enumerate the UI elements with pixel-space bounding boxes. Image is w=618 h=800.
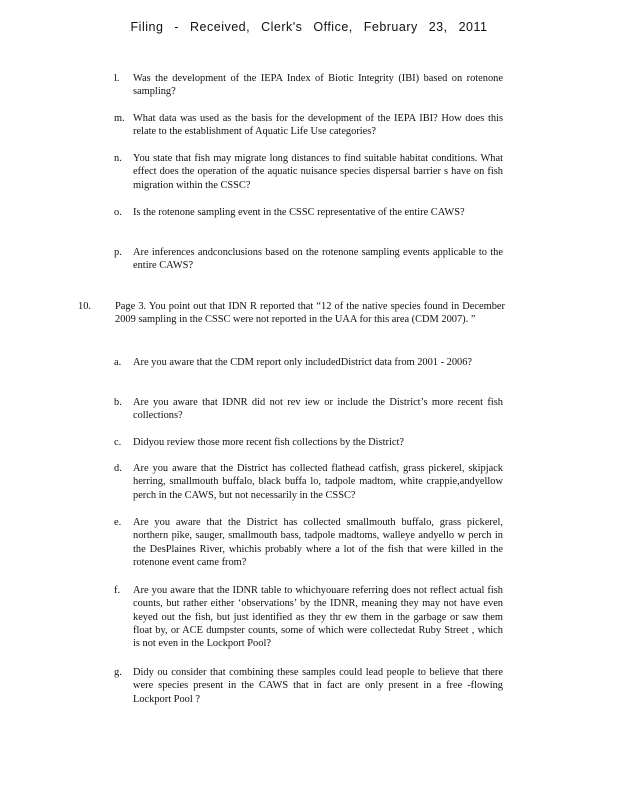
question-number: 10. [78, 301, 91, 312]
item-text: Are you aware that the IDNR table to whichyouare referring does not reflect actual fish counts, but rather either ‘observations’ by the IDNR, meaning they may not have even keyed out the fish, but just identified as they thr ew them in the garbage or saw them float by, or ACE dumpster counts, some of which were collectedat Ruby Street , which is not even in the Lockport Pool? [133, 585, 503, 650]
item-text: Is the rotenone sampling event in the CSSC representative of the entire CAWS? [133, 207, 465, 218]
item-label: o. [114, 207, 122, 218]
item-text: Are you aware that IDNR did not rev iew or include the District’s more recent fish collections? [133, 397, 503, 422]
item-label: a. [114, 357, 122, 368]
item-text: Are you aware that the District has collected smallmouth buffalo, grass pickerel, northern pike, sauger, smallmouth bass, tadpole madtoms, walleye andyello w perch in the DesPlaines River, whichis probably where a lot of the fish that were killed in the rotenone event came from? [133, 517, 503, 568]
item-text: Are you aware that the CDM report only includedDistrict data from 2001 - 2006? [133, 357, 473, 368]
item-label: p. [114, 247, 122, 258]
item-text: Was the development of the IEPA Index of Biotic Integrity (IBI) based on rotenone sampling? [133, 73, 503, 98]
item-text: What data was used as the basis for the development of the IEPA IBI? How does this relate to the establishment of Aquatic Life Use categories? [133, 113, 503, 138]
question-text: Page 3. You point out that IDN R reported that “12 of the native species found in December 2009 sampling in the CSSC were not reported in the UAA for this area (CDM 2007). ” [115, 301, 505, 326]
item-label: g. [114, 667, 122, 678]
item-label: b. [114, 397, 122, 408]
item-text: Didy ou consider that combining these samples could lead people to believe that there were species present in the CAWS that in fact are only present in a free -flowing Lockport Pool ? [133, 667, 503, 705]
item-label: n. [114, 153, 122, 164]
item-label: d. [114, 463, 122, 474]
item-label: e. [114, 517, 122, 528]
page-header: Filing - Received, Clerk's Office, February 23, 2011 [130, 20, 488, 34]
item-label: f. [114, 585, 121, 596]
item-text: You state that fish may migrate long distances to find suitable habitat conditions. What effect does the operation of the aquatic nuisance species dispersal barrier s have on fish migration within the CSSC? [133, 153, 503, 191]
item-text: Are inferences andconclusions based on the rotenone sampling events applicable to the entire CAWS? [133, 247, 503, 272]
item-label: l. [114, 73, 120, 84]
item-text: Are you aware that the District has collected flathead catfish, grass pickerel, skipjack herring, smallmouth buffalo, black buffa lo, tadpole madtom, white crappie,andyellow perch in the CAWS, but not necessarily in the CSSC? [133, 463, 503, 501]
item-label: m. [114, 113, 125, 124]
item-label: c. [114, 437, 122, 448]
item-text: Didyou review those more recent fish collections by the District? [133, 437, 404, 448]
